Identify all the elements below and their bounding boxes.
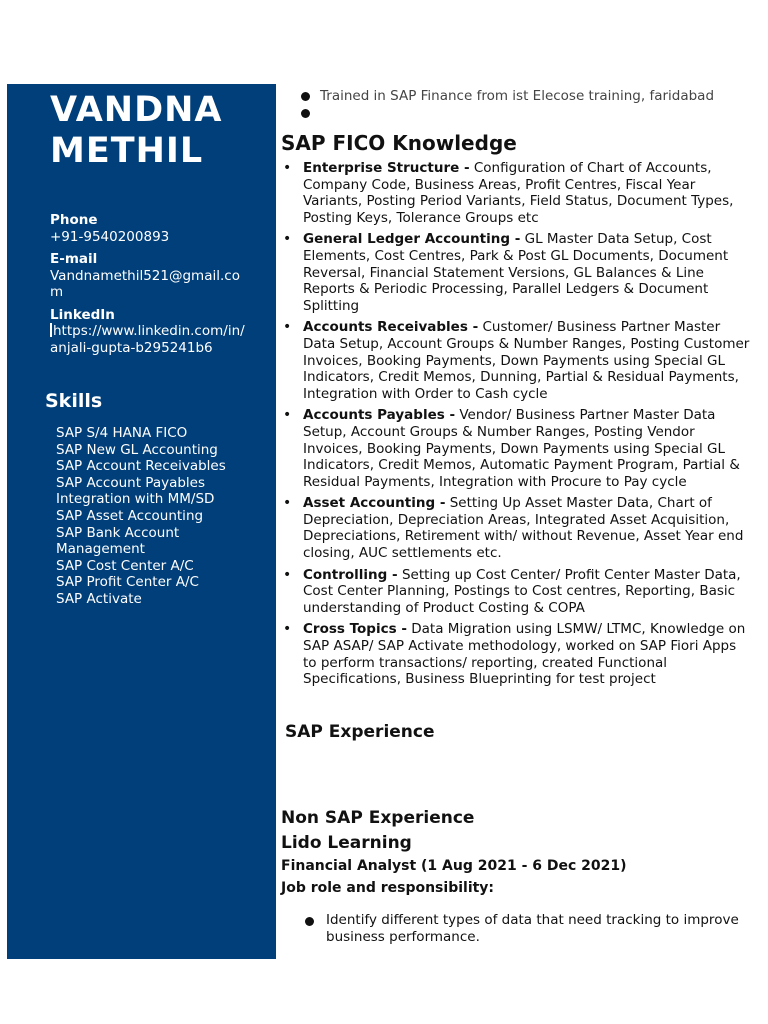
training-list <box>299 88 759 118</box>
contact-block <box>50 212 250 356</box>
linkedin-label: LinkedIn <box>50 306 115 323</box>
skill-item: SAP Cost Center A/C <box>56 557 194 574</box>
fico-list <box>281 160 751 693</box>
item-desc: Setting Up Asset Master Data, Chart of Depreciation, Depreciation Areas, Integrated Asset Acquisition, Depreciations, Retirement with/ without Revenue, Asset Year end closing, AUC settlements etc. <box>303 495 744 562</box>
training-text: Trained in SAP Finance from ist Elecose training, faridabad <box>320 88 715 104</box>
list-item <box>299 88 759 105</box>
item-term: Accounts Payables - <box>303 407 456 424</box>
responsibility-heading: Job role and responsibility: <box>281 880 495 896</box>
skill-item: SAP Bank Account Management <box>56 524 180 558</box>
skills-list <box>56 425 256 608</box>
list-item <box>281 567 751 617</box>
linkedin-url[interactable]: https://www.linkedin.com/in/anjali-gupta-b295241b6 <box>50 323 245 356</box>
item-term: Accounts Receivables - <box>303 319 479 336</box>
item-term: Asset Accounting - <box>303 495 446 512</box>
phone-label: Phone <box>50 212 98 228</box>
skill-item: SAP Profit Center A/C <box>56 574 199 591</box>
item-term: General Ledger Accounting - <box>303 231 521 248</box>
skill-item: SAP Activate <box>56 590 142 607</box>
skill-item: SAP New GL Accounting <box>56 441 218 458</box>
candidate-name <box>50 90 270 172</box>
item-desc: Setting up Cost Center/ Profit Center Master Data, Cost Center Planning, Postings to Cost centres, Reporting, Basic understanding of Product Costing & COPA <box>303 566 741 616</box>
item-term: Cross Topics - <box>303 621 407 638</box>
list-item <box>281 160 751 226</box>
item-desc: GL Master Data Setup, Cost Elements, Cost Centres, Park & Post GL Documents, Document Reversal, Financial Statement Versions, GL Balances & Line Reports & Periodic Processing, Parallel Ledgers & Document Splitting <box>303 231 729 314</box>
text-cursor <box>50 323 52 337</box>
list-item <box>281 231 751 314</box>
email-label: E-mail <box>50 251 98 267</box>
list-item <box>281 319 751 402</box>
item-term: Enterprise Structure - <box>303 160 470 176</box>
skill-item: SAP Account Receivables <box>56 458 226 475</box>
item-desc: Vendor/ Business Partner Master Data Setup, Account Groups & Number Ranges, Posting Vendor Invoices, Booking Payments, Down Payments using Special GL Indicators, Credit Memos, Automatic Payment Program, Partial & Residual Payments, Integration with Procure to Pay cycle <box>303 407 740 490</box>
skill-item: SAP S/4 HANA FICO <box>56 425 188 441</box>
bullet-icon <box>301 92 310 101</box>
responsibility-text: Identify different types of data that need tracking to improve business performance. <box>326 912 739 945</box>
linkedin-link[interactable] <box>50 323 250 356</box>
list-item <box>281 621 751 687</box>
responsibility-list <box>303 912 758 946</box>
list-item <box>303 912 758 946</box>
list-item <box>281 495 751 561</box>
email-value[interactable]: Vandnamethil521@gmail.com <box>50 267 240 300</box>
name-line-1: VANDNA <box>50 90 223 130</box>
list-item <box>281 407 751 490</box>
job-role: Financial Analyst (1 Aug 2021 - 6 Dec 2021) <box>281 858 627 874</box>
item-desc: Data Migration using LSMW/ LTMC, Knowledge on SAP ASAP/ SAP Activate methodology, worked on SAP Fiori Apps to perform transactions/ reporting, created Functional Specifications, Business Blueprinting for test project <box>303 621 746 688</box>
sap-experience-heading: SAP Experience <box>285 722 435 742</box>
company-name: Lido Learning <box>281 833 412 853</box>
list-item <box>299 105 759 118</box>
non-sap-experience-heading: Non SAP Experience <box>281 808 475 828</box>
skill-item: SAP Asset Accounting <box>56 507 204 524</box>
item-term: Controlling - <box>303 566 398 583</box>
name-line-2: METHIL <box>50 131 204 171</box>
item-desc: Configuration of Chart of Accounts, Company Code, Business Areas, Profit Centres, Fiscal Year Variants, Posting Period Variants, Field Status, Document Types, Posting Keys, Tolerance Groups etc <box>303 160 734 226</box>
fico-heading: SAP FICO Knowledge <box>281 131 517 155</box>
item-desc: Customer/ Business Partner Master Data Setup, Account Groups & Number Ranges, Posting Customer Invoices, Booking Payments, Down Payments using Special GL Indicators, Credit Memos, Dunning, Partial & Residual Payments, Integration with Order to Cash cycle <box>303 319 750 402</box>
sidebar <box>7 84 276 959</box>
bullet-icon <box>305 917 314 926</box>
skill-item: SAP Account Payables Integration with MM/SD <box>56 474 215 508</box>
skills-heading: Skills <box>45 390 103 412</box>
bullet-icon <box>301 109 310 118</box>
phone-value: +91-9540200893 <box>50 228 170 245</box>
